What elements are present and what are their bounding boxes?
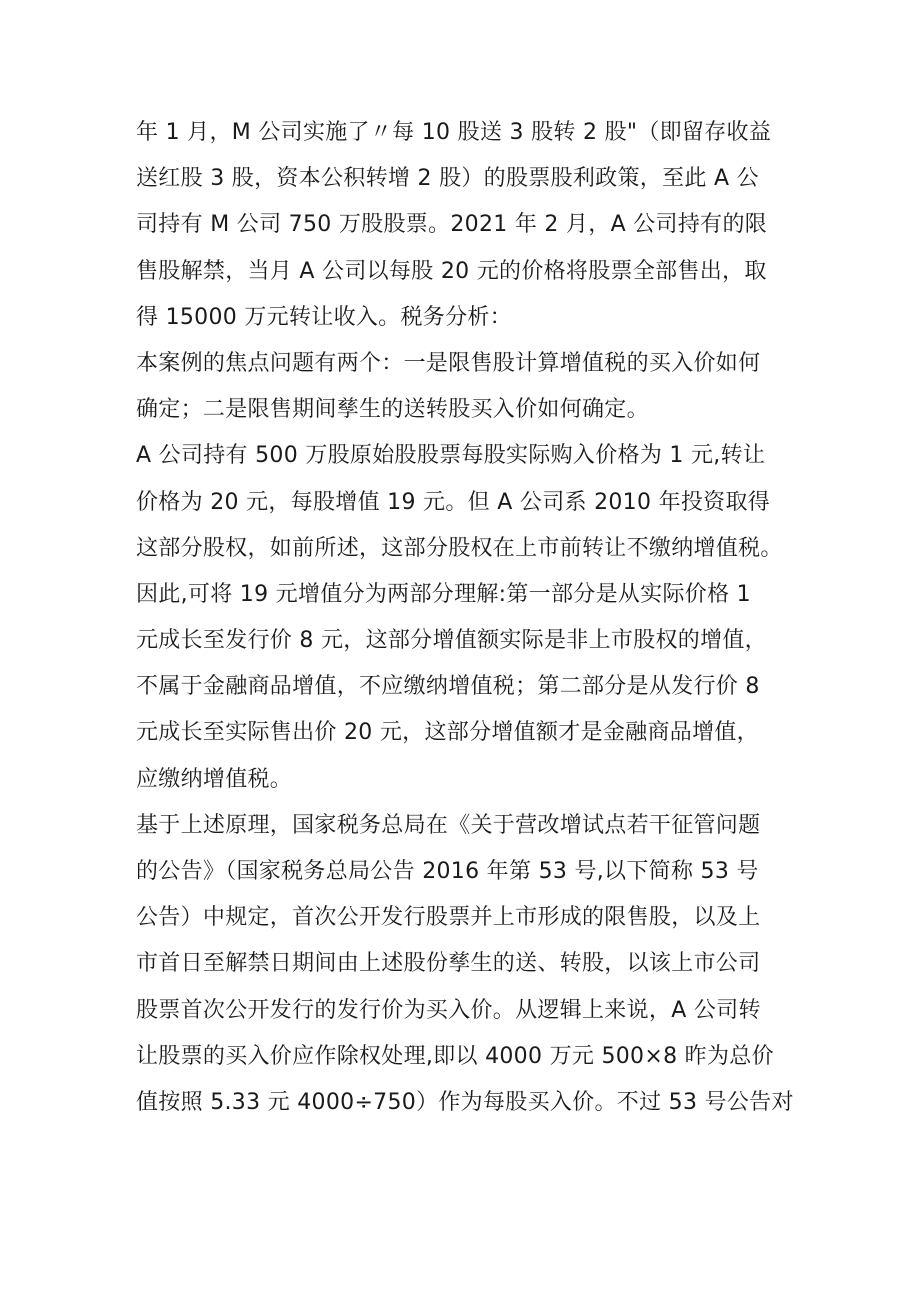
text-line: 送红股 3 股，资本公积转增 2 股）的股票股利政策，至此 A 公 bbox=[136, 166, 759, 192]
text-line: 价格为 20 元，每股增值 19 元。但 A 公司系 2010 年投资取得 bbox=[136, 489, 771, 515]
text-line: 基于上述原理，国家税务总局在《关于营改增试点若干征管问题 bbox=[136, 812, 761, 838]
text-line: 市首日至解禁日期间由上述股份孳生的送、转股，以该上市公司 bbox=[136, 951, 761, 977]
text-line: 本案例的焦点问题有两个：一是限售股计算增值税的买入价如何 bbox=[136, 350, 761, 376]
text-line: 公告）中规定，首次公开发行股票并上市形成的限售股，以及上 bbox=[136, 905, 761, 931]
text-line: 的公告》（国家税务总局公告 2016 年第 53 号,以下简称 53 号 bbox=[136, 859, 759, 884]
text-line: 不属于金融商品增值，不应缴纳增值税；第二部分是从发行价 8 bbox=[136, 674, 760, 700]
text-line: 让股票的买入价应作除权处理,即以 4000 万元 500×8 昨为总价 bbox=[136, 1043, 774, 1069]
text-line: 股票首次公开发行的发行价为买入价。从逻辑上来说，A 公司转 bbox=[136, 997, 761, 1023]
text-line: A 公司持有 500 万股原始股股票每股实际购入价格为 1 元,转让 bbox=[136, 443, 766, 469]
text-line: 值按照 5.33 元 4000÷750）作为每股买入价。不过 53 号公告对 bbox=[136, 1089, 794, 1115]
text-line: 司持有 M 公司 750 万股股票。2021 年 2 月，A 公司持有的限 bbox=[136, 212, 768, 238]
text-line: 年 1 月，M 公司实施了〃每 10 股送 3 股转 2 股"（即留存收益 bbox=[136, 120, 772, 145]
text-line: 元成长至实际售出价 20 元，这部分增值额才是金融商品增值， bbox=[136, 720, 759, 746]
text-line: 售股解禁，当月 A 公司以每股 20 元的价格将股票全部售出，取 bbox=[136, 258, 767, 284]
text-line: 确定；二是限售期间孳生的送转股买入价如何确定。 bbox=[136, 397, 649, 423]
text-line: 应缴纳增值税。 bbox=[136, 766, 293, 792]
text-line: 元成长至发行价 8 元，这部分增值额实际是非上市股权的增值， bbox=[136, 628, 767, 654]
text-line: 这部分股权，如前所述，这部分股权在上市前转让不缴纳增值税。 bbox=[136, 535, 783, 561]
text-line: 因此,可将 19 元增值分为两部分理解:第一部分是从实际价格 1 bbox=[136, 581, 751, 607]
text-line: 得 15000 万元转让收入。税务分析： bbox=[136, 304, 512, 330]
document-body bbox=[136, 110, 806, 1126]
